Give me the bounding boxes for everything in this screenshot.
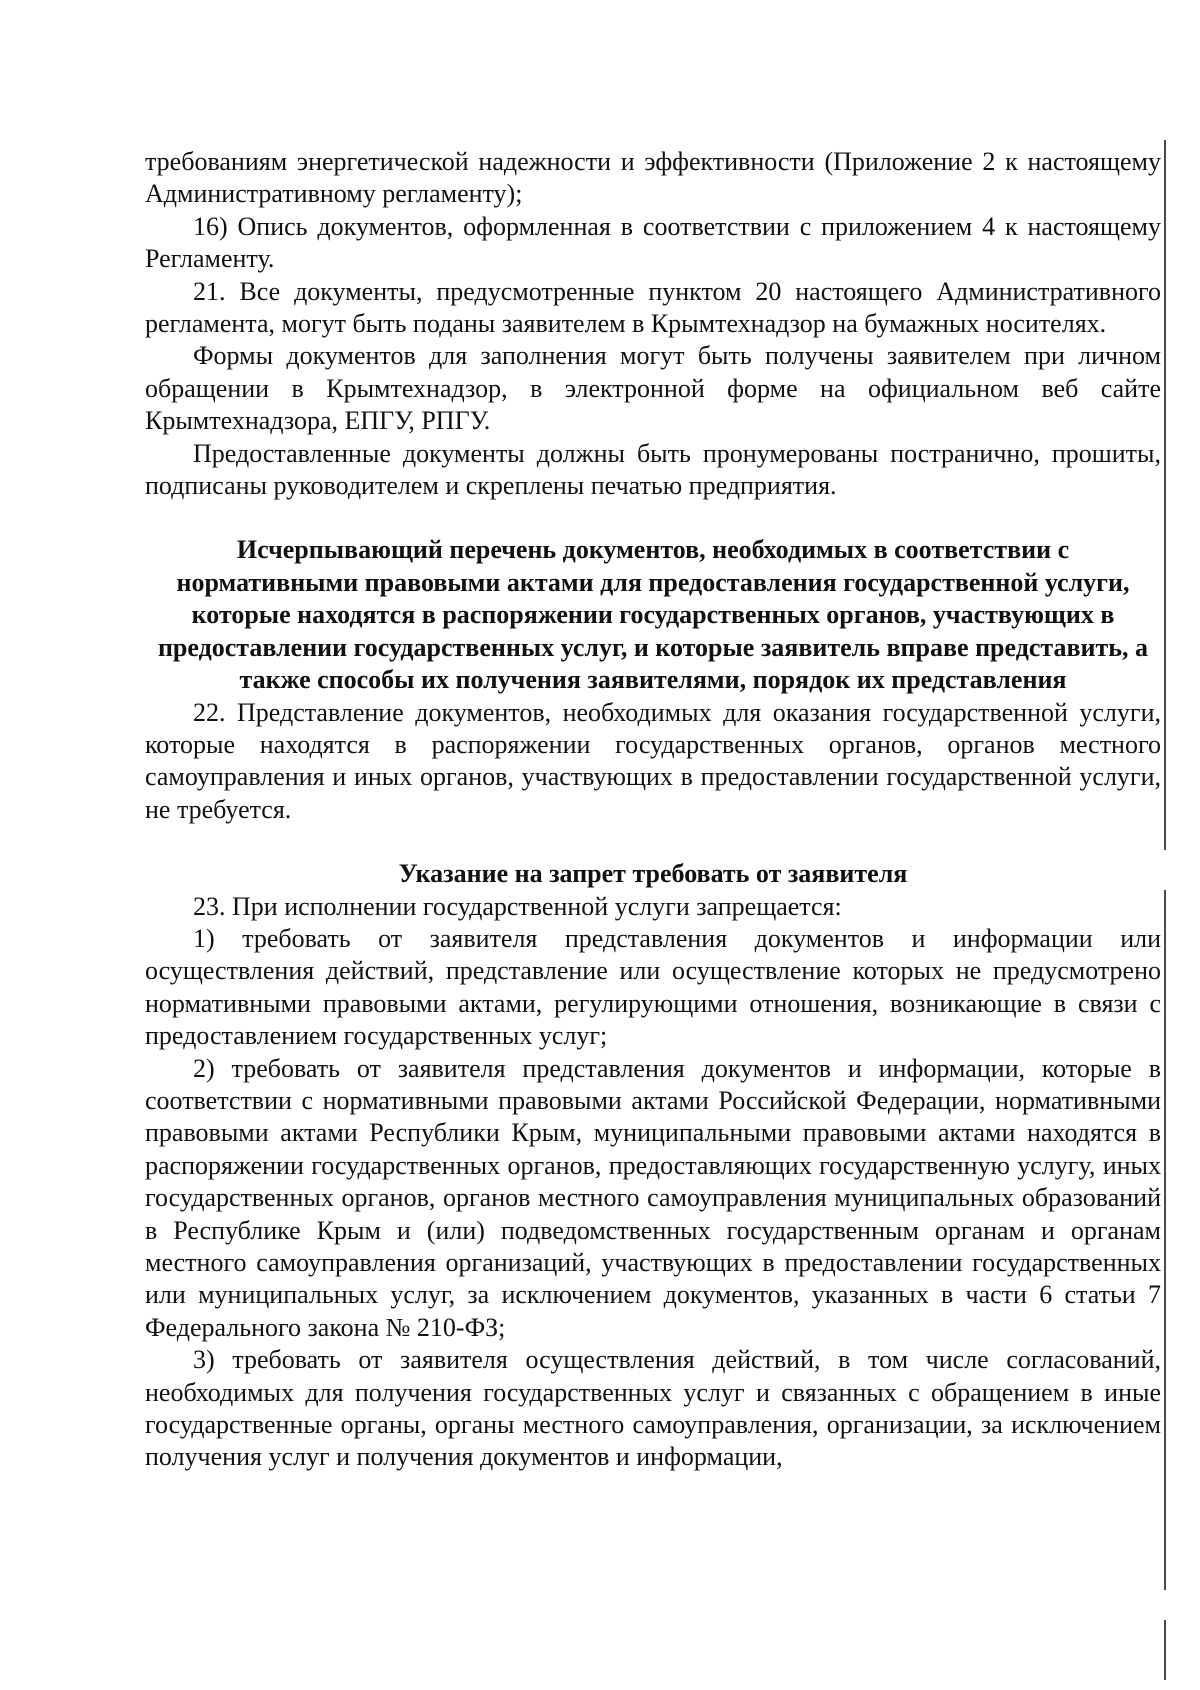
document-page [145,146,1161,1474]
spacer [145,502,1161,534]
section-heading-prohibition: Указание на запрет требовать от заявителя [398,859,908,889]
paragraph-item-2: 2) требовать от заявителя представления документов и информации, которые в соответствии с нормативными правовыми актами Российской Федерации, нормативными правовыми актами Республики Крым, муниципальными правовыми актами находятся в распоряжении государственных органов, предоставляющих государственную услугу, иных государственных органов, органов местного самоуправления муниципальных образований в Республике Крым и (или) подведомственных государственным органам и органам местного самоуправления организаций, участвующих в предоставлении государственных или муниципальных услуг, за исключением документов, указанных в части 6 статьи 7 Федерального закона № 210-ФЗ; [145,1053,1161,1342]
paragraph-21: 21. Все документы, предусмотренные пунктом 20 настоящего Административного регламента, могут быть поданы заявителем в Крымтехнадзор на бумажных носителях. [145,276,1161,339]
paragraph-item-3: 3) требовать от заявителя осуществления действий, в том числе согласований, необходимых для получения государственных услуг и связанных с обращением в иные государственные органы, органы местного самоуправления, организации, за исключением получения услуг и получения документов и информации, [145,1345,1161,1472]
binding-edge-gap [1160,1590,1170,1620]
paragraph-23: 23. При исполнении государственной услуги запрещается: [193,891,842,921]
spacer [145,826,1161,858]
paragraph-continuation: требованиям энергетической надежности и эффективности (Приложение 2 к настоящему Административному регламенту); [145,147,1161,209]
paragraph-item-16: 16) Опись документов, оформленная в соответствии с приложением 4 к настоящему Регламенту. [145,211,1161,274]
binding-edge-line [1164,140,1166,1680]
paragraph-provided-documents: Предоставленные документы должны быть пронумерованы постранично, прошиты, подписаны руководителем и скреплены печатью предприятия. [145,438,1161,501]
paragraph-item-1: 1) требовать от заявителя представления документов и информации или осуществления действий, представление или осуществление которых не предусмотрено нормативными правовыми актами, регулирующими отношения, возникающие в связи с предоставлением государственных услуг; [145,923,1161,1051]
binding-edge-gap [1160,850,1170,890]
paragraph-22: 22. Представление документов, необходимых для оказания государственной услуги, которые находятся в распоряжении государственных органов, органов местного самоуправления и иных органов, участвующих в предоставлении государственной услуги, не требуется. [145,697,1161,824]
section-heading-document-list: Исчерпывающий перечень документов, необходимых в соответствии с нормативными правовыми актами для предоставления государственной услуги, которые находятся в распоряжении государственных органов, участвующих в предоставлении государственных услуг, и которые заявитель вправе представить, а также способы их получения заявителями, порядок их представления [157,535,1149,695]
paragraph-forms: Формы документов для заполнения могут быть получены заявителем при личном обращении в Крымтехнадзор, в электронной форме на официальном веб сайте Крымтехнадзора, ЕПГУ, РПГУ. [145,341,1161,436]
